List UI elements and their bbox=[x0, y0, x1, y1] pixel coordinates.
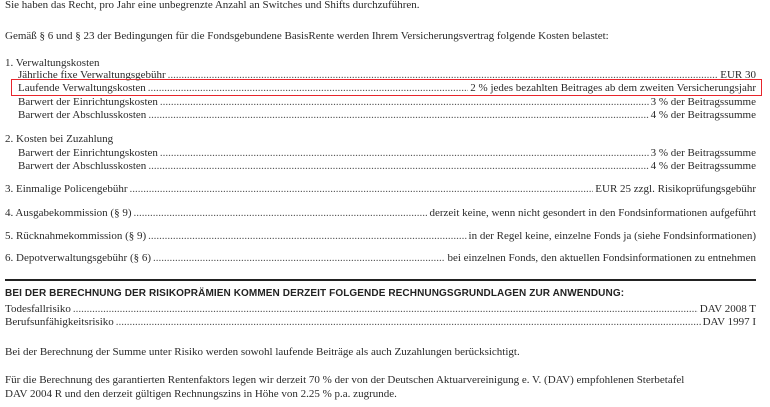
row-topup-setup-costs bbox=[18, 147, 756, 160]
row-setup-costs bbox=[18, 96, 756, 109]
item-value: derzeit keine, wenn nicht gesondert in den Fondsinformationen aufgeführt bbox=[429, 207, 756, 219]
row-disability-risk bbox=[5, 316, 756, 329]
pension-factor-text-1: Für die Berechnung des garantierten Rentenfaktors legen wir derzeit 70 % der von der Deutschen Aktuarvereinigung e. V. (DAV) empfohlenen Sterbetafel bbox=[5, 374, 685, 386]
risk-sum-text: Bei der Berechnung der Summe unter Risiko werden sowohl laufende Beiträge als auch Zuzahlungen berücksichtigt. bbox=[5, 346, 520, 358]
item-issue-commission bbox=[5, 207, 756, 220]
item-label: 5. Rücknahmekommission (§ 9) bbox=[5, 230, 147, 242]
item-value: bei einzelnen Fonds, den aktuellen Fondsinformationen zu entnehmen bbox=[447, 252, 756, 264]
pension-factor-text-2: DAV 2004 R und den derzeit gültigen Rechnungszins in Höhe von 2.25 % p.a. zugrunde. bbox=[5, 388, 397, 400]
row-value: 3 % der Beitragssumme bbox=[650, 147, 756, 159]
row-mortality-risk bbox=[5, 303, 756, 316]
row-topup-acquisition-costs bbox=[18, 160, 756, 173]
row-value: DAV 2008 T bbox=[699, 303, 756, 315]
row-label: Berufsunfähigkeitsrisiko bbox=[5, 316, 114, 328]
row-label: Barwert der Abschlusskosten bbox=[18, 109, 147, 121]
row-value: 4 % der Beitragssumme bbox=[650, 109, 756, 121]
costs-intro-text: Gemäß § 6 und § 23 der Bedingungen für die Fondsgebundene BasisRente werden Ihrem Versicherungsvertrag folgende Kosten belastet: bbox=[5, 30, 609, 42]
row-acquisition-costs bbox=[18, 109, 756, 122]
item-label: 6. Depotverwaltungsgebühr (§ 6) bbox=[5, 252, 152, 264]
row-label: Barwert der Einrichtungskosten bbox=[18, 96, 158, 108]
item-redemption-commission bbox=[5, 230, 756, 243]
highlight-box bbox=[11, 79, 762, 96]
row-value: EUR 30 bbox=[720, 69, 756, 81]
row-label: Laufende Verwaltungskosten bbox=[18, 82, 146, 94]
item-label: 4. Ausgabekommission (§ 9) bbox=[5, 207, 132, 219]
calculation-basis-heading: BEI DER BERECHNUNG DER RISIKOPRÄMIEN KOMMEN DERZEIT FOLGENDE RECHNUNGSGRUNDLAGEN ZUR ANWENDUNG: bbox=[5, 288, 625, 299]
row-value: 4 % der Beitragssumme bbox=[650, 160, 756, 172]
section-divider bbox=[5, 279, 756, 281]
item-policy-fee bbox=[5, 183, 756, 196]
row-label: Barwert der Einrichtungskosten bbox=[18, 147, 158, 159]
row-label: Jährliche fixe Verwaltungsgebühr bbox=[18, 69, 166, 81]
row-label: Barwert der Abschlusskosten bbox=[18, 160, 147, 172]
row-value: 2 % jedes bezahlten Beitrages ab dem zweiten Versicherungsjahr bbox=[470, 82, 756, 94]
item-label: 3. Einmalige Policengebühr bbox=[5, 183, 128, 195]
intro-text: Sie haben das Recht, pro Jahr eine unbegrenzte Anzahl an Switches und Shifts durchzuführen. bbox=[5, 0, 420, 11]
item-value: EUR 25 zzgl. Risikoprüfungsgebühr bbox=[595, 183, 756, 195]
row-value: DAV 1997 I bbox=[702, 316, 756, 328]
row-value: 3 % der Beitragssumme bbox=[650, 96, 756, 108]
item-value: in der Regel keine, einzelne Fonds ja (siehe Fondsinformationen) bbox=[468, 230, 756, 242]
item-custody-fee bbox=[5, 252, 756, 265]
section2-title: 2. Kosten bei Zuzahlung bbox=[5, 133, 114, 145]
section1-title: 1. Verwaltungskosten bbox=[5, 57, 100, 69]
row-label: Todesfallrisiko bbox=[5, 303, 71, 315]
